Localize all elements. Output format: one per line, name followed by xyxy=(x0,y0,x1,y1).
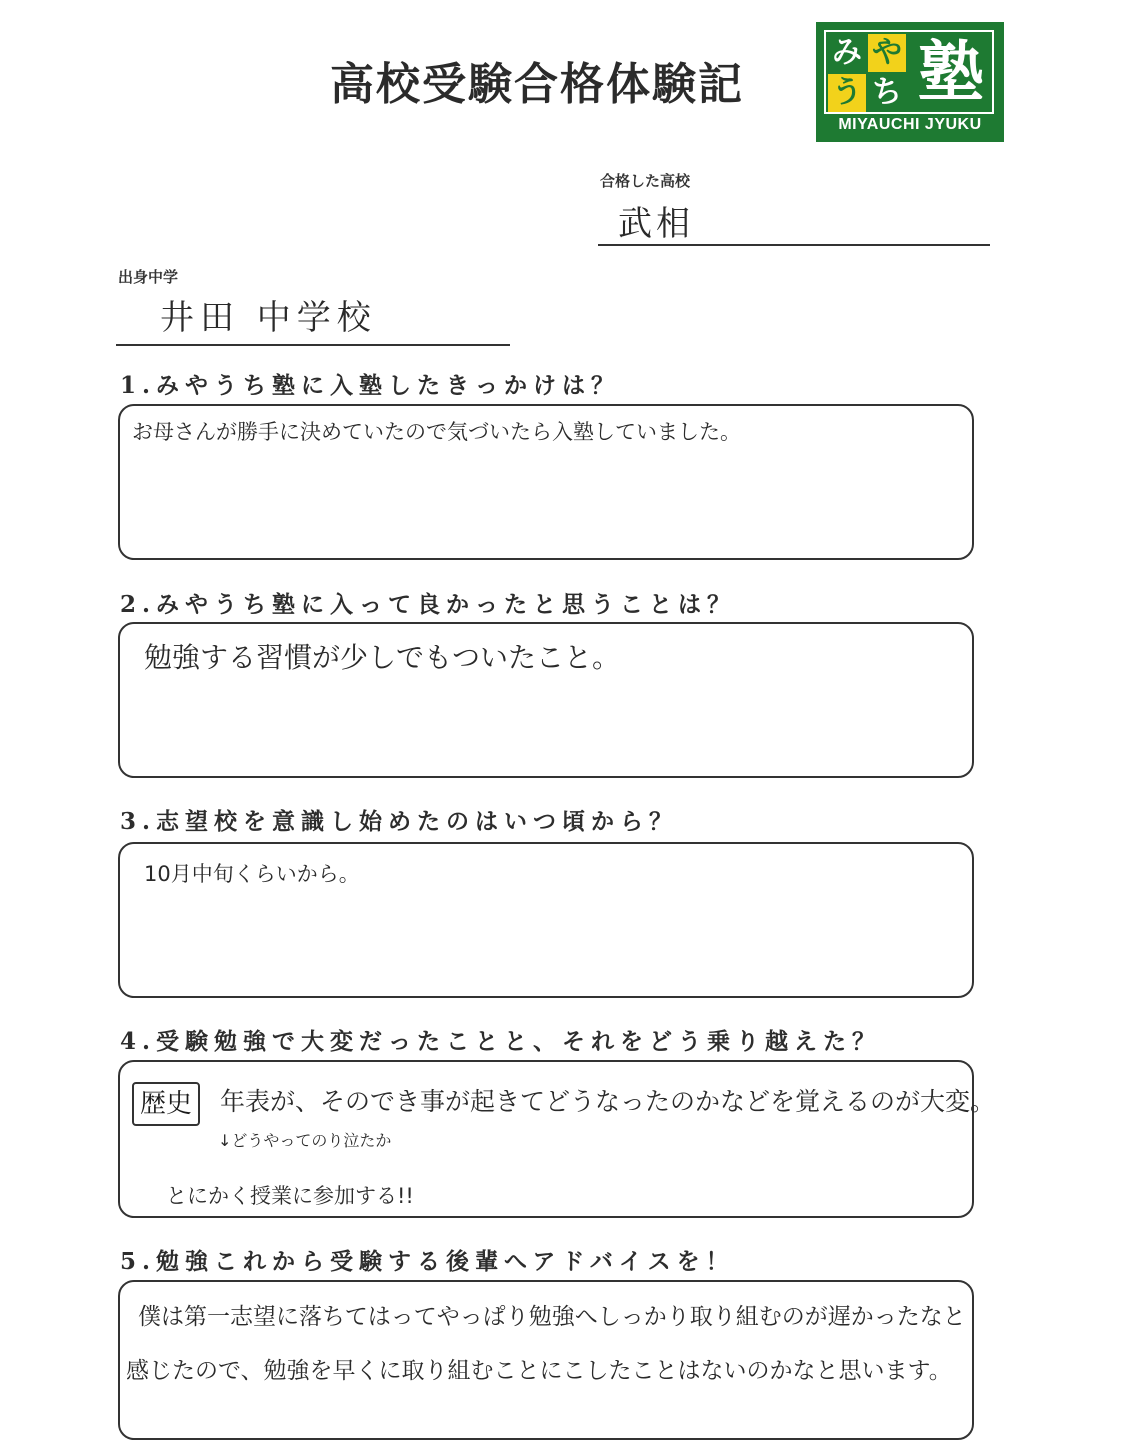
question-1-prompt: 1.みやうち塾に入塾したきっかけは？ xyxy=(120,372,621,399)
passed-school-label: 合格した高校 xyxy=(600,172,691,190)
middle-school-value: 井田 中学校 xyxy=(160,298,377,338)
logo-frame xyxy=(824,30,994,114)
middle-school-underline xyxy=(116,344,510,346)
question-2-answer-line-1: 勉強する習慣が少しでもついたこと。 xyxy=(144,641,621,674)
question-4-answer-box xyxy=(118,1060,996,1218)
question-5-answer-line-1: 僕は第一志望に落ちてはってやっぱり勉強へしっかり取り組むのが遅かったなと xyxy=(138,1304,966,1330)
question-3-answer-box xyxy=(118,842,974,998)
page-title: 高校受験合格体験記 xyxy=(330,59,744,110)
question-2-answer-box xyxy=(118,622,974,778)
logo-kana-ya: や xyxy=(868,34,906,72)
question-5-answer-line-2: 感じたので、勉強を早くに取り組むことにこしたことはないのかなと思います。 xyxy=(126,1358,952,1384)
logo-kana-mi: み xyxy=(828,34,866,72)
logo-kana-chi: ち xyxy=(868,74,906,112)
question-3-answer-line-1: 10月中旬くらいから。 xyxy=(144,862,360,886)
logo-kana-u: う xyxy=(828,74,866,112)
question-4-subject-tag: 歴史 xyxy=(132,1082,200,1126)
miyauchi-juku-logo xyxy=(816,22,1004,142)
middle-school-label: 出身中学 xyxy=(118,268,179,286)
question-4-answer-line-2: ↓どうやってのり泣たか xyxy=(218,1131,392,1150)
passed-school-value: 武相 xyxy=(618,204,694,244)
question-5-answer-box xyxy=(118,1280,974,1440)
passed-school-underline xyxy=(598,244,990,246)
question-5-prompt: 5.勉強これから受験する後輩へアドバイスを！ xyxy=(120,1248,735,1275)
logo-english-name: MIYAUCHI JYUKU xyxy=(838,116,982,133)
question-1-answer-line-1: お母さんが勝手に決めていたので気づいたら入塾していました。 xyxy=(132,420,741,444)
logo-juku-glyph: 塾 xyxy=(918,34,984,111)
question-4-answer-line-1: 年表が、そのでき事が起きてどうなったのかなどを覚えるのが大変。 xyxy=(220,1087,996,1116)
question-3-prompt: 3.志望校を意識し始めたのはいつ頃から？ xyxy=(120,808,679,835)
question-1-answer-box xyxy=(118,404,974,560)
question-4-prompt: 4.受験勉強で大変だったことと、それをどう乗り越えた？ xyxy=(120,1028,882,1055)
question-2-prompt: 2.みやうち塾に入って良かったと思うことは？ xyxy=(120,591,737,618)
question-4-answer-line-3: とにかく授業に参加する!! xyxy=(166,1184,414,1208)
